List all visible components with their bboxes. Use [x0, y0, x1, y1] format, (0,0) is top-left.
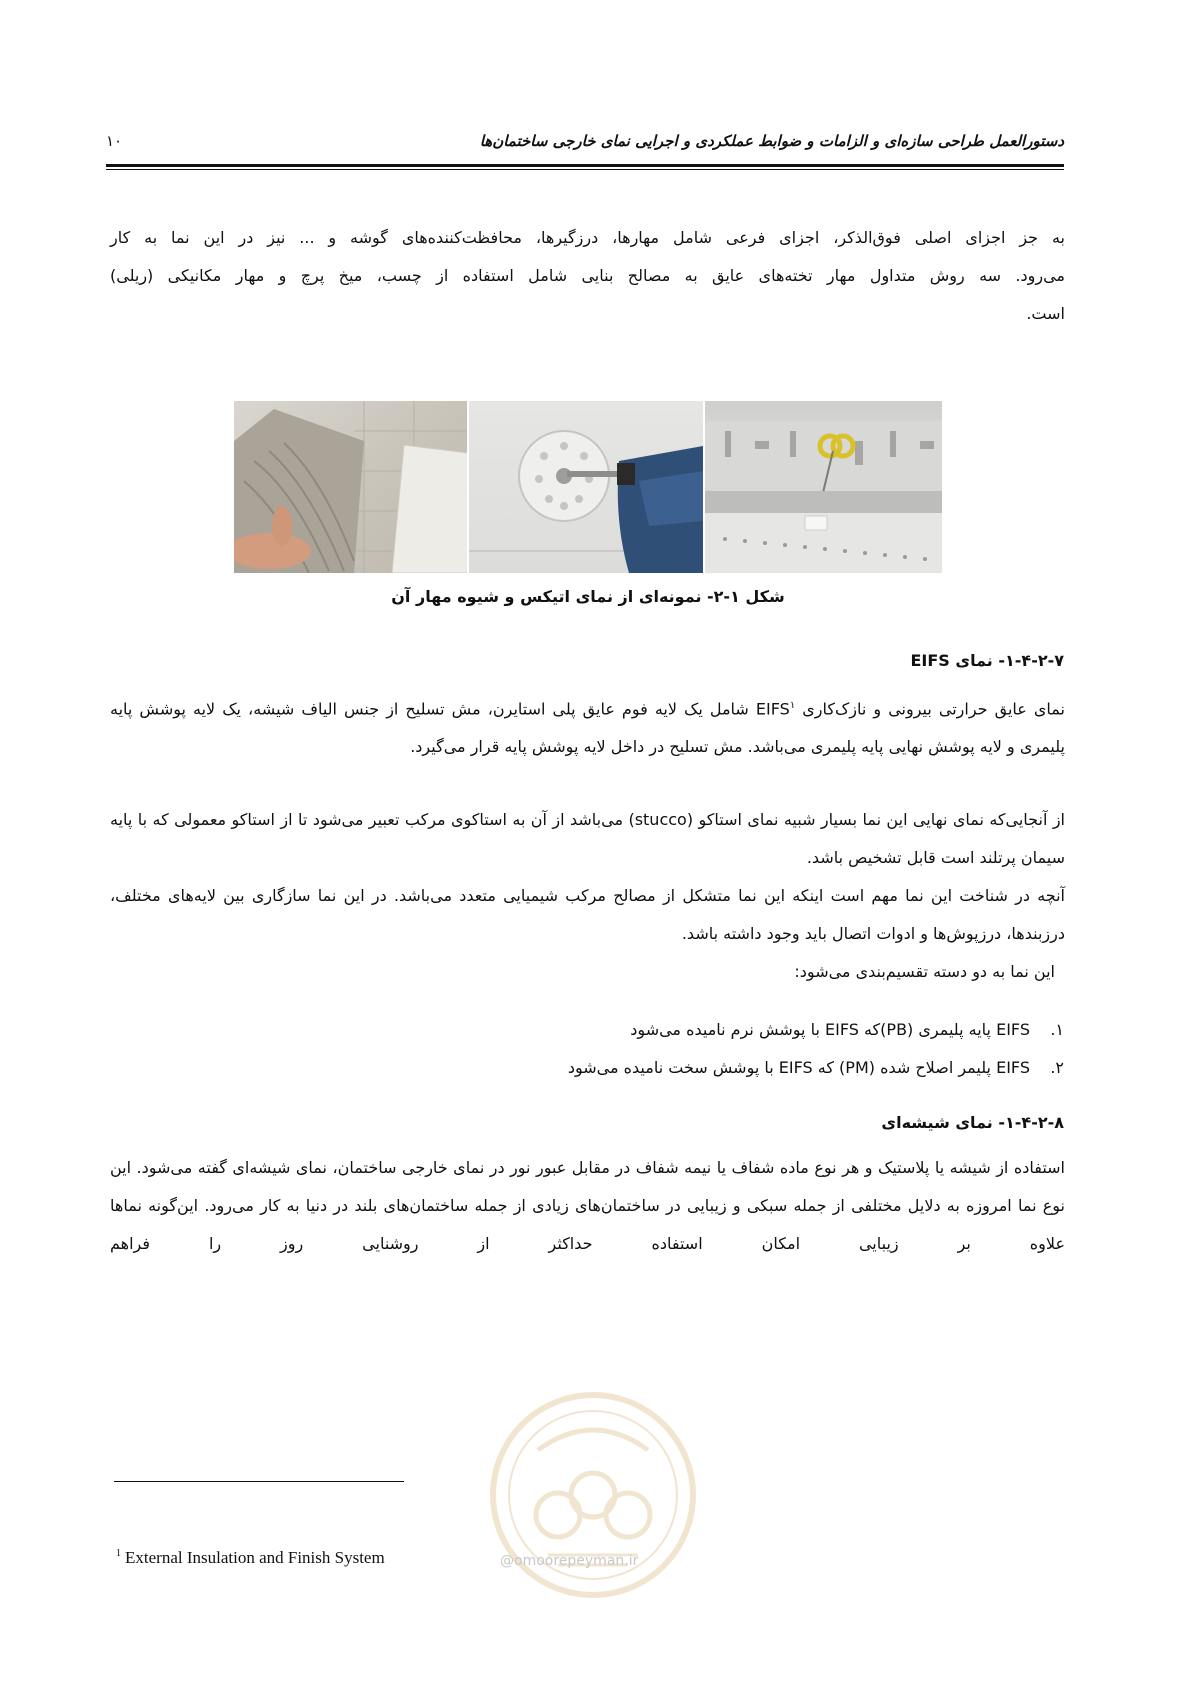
- dowel-drill-illustration: [469, 401, 702, 573]
- list-item: [568, 1058, 1064, 1077]
- watermark-seal: [478, 1380, 708, 1610]
- footnote-rule: [114, 1481, 404, 1482]
- footnote: [116, 1548, 385, 1568]
- figure-caption: شکل ۱-۲- نمونه‌ای از نمای اتیکس و شیوه مهار آن: [391, 587, 785, 606]
- list-item: [630, 1020, 1064, 1039]
- eifs-p1-part1: نمای عایق حرارتی بیرونی و نازک‌کاری EIFS: [755, 699, 1066, 719]
- glass-p1: استفاده از شیشه یا پلاستیک و هر نوع ماده شفاف یا نیمه شفاف در مقابل عبور نور در نمای خارجی ساختمان، نمای شیشه‌ای گفته می‌شود. این نوع نما امروزه به دلایل مختلفی از جمله سبکی و زیبایی در ساختمان‌های زیادی از جمله ساختمان‌های بلند در دنیا به کار می‌رود. این‌گونه نماها علاوه بر زیبایی امکان استفاده حداکثر از روشنایی روز را فراهم: [110, 1158, 1065, 1253]
- section-heading-eifs: ۱-۴-۲-۷- نمای EIFS: [910, 651, 1064, 670]
- watermark-site: @omoorepeyman.ir: [500, 1553, 639, 1569]
- page-header: [106, 128, 1064, 158]
- eifs-p1-part2: شامل یک لایه فوم عایق پلی استایرن، مش تسلیح از جنس الیاف شیشه، یک لایه پوشش پایه پلیمری و لایه پوشش نهایی پایه پلیمری می‌باشد. مش تسلیح در داخل لایه پوشش پایه قرار می‌گیرد.: [110, 699, 1065, 757]
- figure-panel-adhesive: [234, 401, 467, 573]
- list-text: EIFS پایه پلیمری (PB)که EIFS با پوشش نرم نامیده می‌شود: [630, 1020, 1030, 1039]
- footnote-text: External Insulation and Finish System: [125, 1548, 385, 1567]
- eifs-p4: این نما به دو دسته تقسیم‌بندی می‌شود:: [794, 962, 1055, 981]
- eifs-paragraph-1: [110, 687, 1065, 766]
- list-number: ۲.: [1050, 1058, 1064, 1077]
- eifs-p3: آنچه در شناخت این نما مهم است اینکه این نما متشکل از مصالح مرکب شیمیایی متعدد می‌باشد. در این نما سازگاری بین لایه‌های مختلف، درزبندها، درزپوش‌ها و ادوات اتصال باید وجود داشته باشد.: [110, 886, 1065, 943]
- header-rule-thick: [106, 164, 1064, 167]
- footnote-number: 1: [116, 1548, 121, 1560]
- header-title: دستورالعمل طراحی سازه‌ای و الزامات و ضوابط عملکردی و اجرایی نمای خارجی ساختمان‌ها: [479, 132, 1064, 150]
- header-rule-thin: [106, 169, 1064, 170]
- list-text: EIFS پلیمر اصلاح شده (PM) که EIFS با پوشش سخت نامیده می‌شود: [567, 1058, 1030, 1077]
- intro-line-2: می‌رود. سه روش متداول مهار تخته‌های عایق به مصالح بنایی شامل استفاده از چسب، میخ پرچ و مهار مکانیکی (ریلی): [110, 266, 1065, 285]
- eifs-paragraph-2: [110, 801, 1065, 877]
- section-heading-glass: ۱-۴-۲-۸- نمای شیشه‌ای: [881, 1113, 1064, 1132]
- intro-line-3: است.: [1026, 304, 1065, 323]
- intro-paragraph: [110, 219, 1065, 333]
- eifs-figure: [234, 401, 942, 573]
- eifs-p2: از آنجایی‌که نمای نهایی این نما بسیار شبیه نمای استاکو (stucco) می‌باشد از آن به استاکوی مرکب تعبیر می‌شود تا از استاکو معمولی که با پایه سیمان پرتلند است قابل تشخیص باشد.: [110, 810, 1065, 867]
- eifs-paragraph-3: [110, 877, 1065, 953]
- page-number: ۱۰: [106, 132, 123, 150]
- footnote-reference: ۱: [789, 700, 796, 711]
- glass-paragraph-1: [110, 1149, 1065, 1263]
- eifs-paragraph-4: [110, 953, 1065, 991]
- figure-panel-dowel: [469, 401, 702, 573]
- figure-panel-rail: [705, 401, 942, 573]
- intro-line-1: به جز اجزای اصلی فوق‌الذکر، اجزای فرعی شامل مهارها، درزگیرها، محافظت‌کننده‌های گوشه و ... نیز در این نما به کار: [110, 228, 1065, 247]
- adhesive-board-illustration: [234, 401, 467, 573]
- rail-anchor-illustration: [705, 401, 942, 573]
- list-number: ۱.: [1050, 1020, 1064, 1039]
